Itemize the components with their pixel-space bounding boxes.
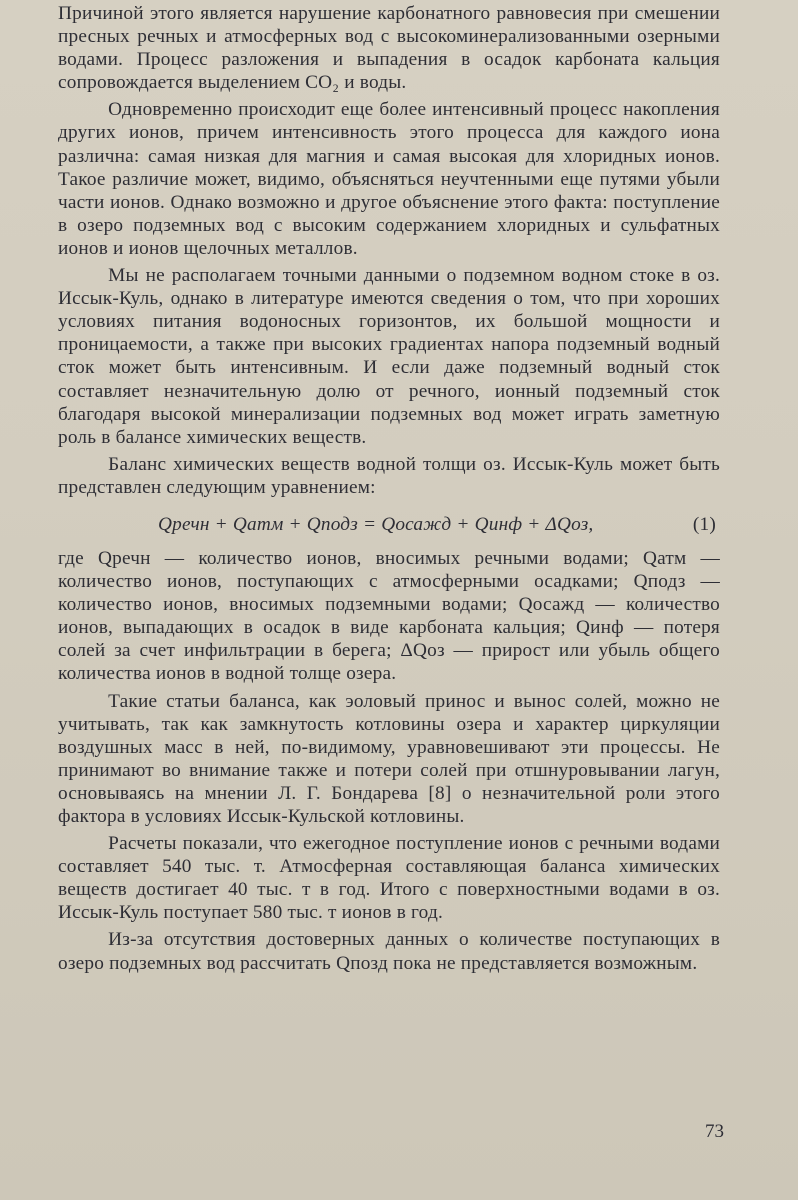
equation-text: Qречн + Qатм + Qподз = Qосажд + Qинф + ΔQоз, — [158, 513, 594, 535]
paragraph-2: Одновременно происходит еще более интенсивный процесс накопления других ионов, причем интенсивность этого процесса для каждого иона различна: самая низкая для магния и самая высокая для хлоридных ионов. Такое различие может, видимо, объясняться неучтенными еще путями убыли части ионов. Однако возможно и другое объяснение этого факта: поступление в озеро подземных вод с высоким содержанием хлоридных и сульфатных ионов и ионов щелочных металлов. — [58, 99, 720, 259]
paragraph-7: Расчеты показали, что ежегодное поступление ионов с речными водами составляет 540 тыс. т. Атмосферная составляющая баланса химических веществ достигает 40 тыс. т в год. Итого с поверхностными водами в оз. Иссык-Куль поступает 580 тыс. т ионов в год. — [58, 833, 720, 924]
body-text — [58, 2, 720, 979]
paragraph-3: Мы не располагаем точными данными о подземном водном стоке в оз. Иссык-Куль, однако в литературе имеются сведения о том, что при хороших условиях питания водоносных горизонтов, их большой мощности и проницаемости, а также при высоких градиентах напора подземный водный сток может быть интенсивным. И если даже подземный водный сток составляет незначительную долю от речного, ионный подземный сток благодаря высокой минерализации подземных вод может играть заметную роль в балансе химических веществ. — [58, 265, 720, 448]
paragraph-5: где Qречн — количество ионов, вносимых речными водами; Qатм — количество ионов, поступающих с атмосферными осадками; Qподз — количество ионов, вносимых подземными водами; Qосажд — количество ионов, выпадающих в осадок в виде карбоната кальция; Qинф — потеря солей за счет инфильтрации в берега; ΔQоз — прирост или убыль общего количества ионов в водной толще озера. — [58, 547, 720, 685]
paragraph-4: Баланс химических веществ водной толщи оз. Иссык-Куль может быть представлен следующим уравнением: — [58, 453, 720, 498]
page-number: 73 — [705, 1121, 724, 1142]
paragraph-6: Такие статьи баланса, как эоловый принос и вынос солей, можно не учитывать, так как замкнутость котловины озера и характер циркуляции воздушных масс в ней, по-видимому, уравновешивают эти процессы. Не принимают во внимание также и потери солей при отшнуровывании лагун, основываясь на мнении Л. Г. Бондарева [8] о незначительной роли этого фактора в условиях Иссык-Кульской котловины. — [58, 690, 720, 827]
equation-number: (1) — [692, 513, 716, 535]
paragraph-1: Причиной этого является нарушение карбонатного равновесия при смешении пресных речных и атмосферных вод с высокоминерализованными озерными водами. Процесс разложения и выпадения в осадок карбоната кальция сопровождается выделением CO₂ и воды. — [58, 3, 720, 94]
paragraph-8: Из-за отсутствия достоверных данных о количестве поступающих в озеро подземных вод рассчитать Qпозд пока не представляется возможным. — [58, 929, 720, 974]
balance-equation — [58, 503, 720, 545]
